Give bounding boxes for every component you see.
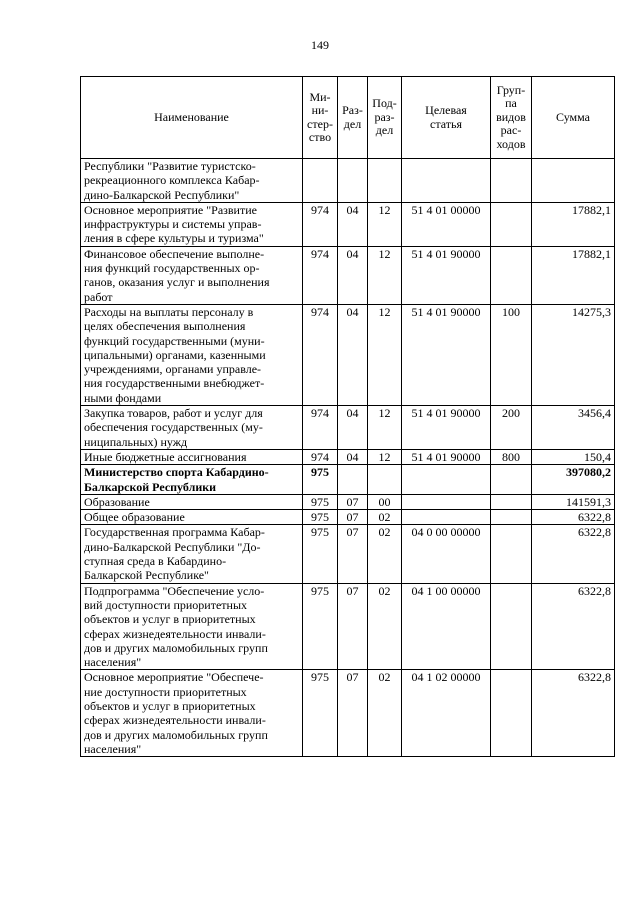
name-cell: Основное мероприятие "Развитие инфраструктуры и системы управ- ления в сфере культуры и туризма": [81, 202, 303, 246]
header-target: Целевая статья: [402, 77, 491, 159]
target-cell: [402, 465, 491, 495]
target-cell: 51 4 01 90000: [402, 449, 491, 464]
amount-cell: 150,4: [532, 449, 615, 464]
name-cell: Иные бюджетные ассигнования: [81, 449, 303, 464]
amount-cell: 6322,8: [532, 510, 615, 525]
group-cell: [491, 670, 532, 757]
amount-cell: 6322,8: [532, 670, 615, 757]
group-cell: [491, 202, 532, 246]
target-cell: [402, 494, 491, 509]
section-cell: 04: [338, 304, 368, 405]
ministry-cell: 975: [303, 670, 338, 757]
name-cell: Подпрограмма "Обеспечение усло- вий доступности приоритетных объектов и услуг в приоритетных сферах жизнедеятельности инвали- дов и других маломобильных групп населения": [81, 583, 303, 670]
amount-cell: 6322,8: [532, 525, 615, 583]
target-cell: 51 4 01 90000: [402, 406, 491, 450]
group-cell: [491, 159, 532, 203]
group-cell: [491, 494, 532, 509]
table-row: [81, 202, 615, 246]
name-cell: Расходы на выплаты персоналу в целях обеспечения выполнения функций государственными (муни- ципальными) органами, казенными учреждениями, органами управле- ния государственными внебюджет- ными фондами: [81, 304, 303, 405]
amount-cell: 141591,3: [532, 494, 615, 509]
target-cell: [402, 510, 491, 525]
table-row: [81, 494, 615, 509]
table-row: [81, 406, 615, 450]
table-row: [81, 510, 615, 525]
header-amount: Сумма: [532, 77, 615, 159]
amount-cell: 6322,8: [532, 583, 615, 670]
subsection-cell: 02: [368, 525, 402, 583]
name-cell: Закупка товаров, работ и услуг для обеспечения государственных (му- ниципальных) нужд: [81, 406, 303, 450]
ministry-cell: 974: [303, 449, 338, 464]
ministry-cell: 975: [303, 583, 338, 670]
group-cell: 800: [491, 449, 532, 464]
group-cell: [491, 510, 532, 525]
section-cell: 07: [338, 670, 368, 757]
amount-cell: [532, 159, 615, 203]
subsection-cell: 00: [368, 494, 402, 509]
target-cell: 51 4 01 00000: [402, 202, 491, 246]
header-group: Груп- па видов рас- ходов: [491, 77, 532, 159]
section-cell: [338, 159, 368, 203]
section-cell: 04: [338, 406, 368, 450]
ministry-cell: 975: [303, 510, 338, 525]
table-row: [81, 525, 615, 583]
section-cell: 07: [338, 510, 368, 525]
subsection-cell: 12: [368, 449, 402, 464]
ministry-cell: 975: [303, 465, 338, 495]
header-name: Наименование: [81, 77, 303, 159]
page-number: 149: [311, 38, 329, 52]
header-ministry: Ми- ни- стер- ство: [303, 77, 338, 159]
target-cell: 04 1 00 00000: [402, 583, 491, 670]
header-section: Раз- дел: [338, 77, 368, 159]
group-cell: [491, 525, 532, 583]
group-cell: [491, 583, 532, 670]
subsection-cell: 12: [368, 304, 402, 405]
header-subsection: Под- раз- дел: [368, 77, 402, 159]
section-cell: 07: [338, 494, 368, 509]
amount-cell: 397080,2: [532, 465, 615, 495]
target-cell: 04 1 02 00000: [402, 670, 491, 757]
target-cell: 04 0 00 00000: [402, 525, 491, 583]
ministry-cell: 974: [303, 202, 338, 246]
subsection-cell: 02: [368, 670, 402, 757]
header-row: [81, 77, 615, 159]
subsection-cell: 12: [368, 406, 402, 450]
table-header: [81, 77, 615, 159]
name-cell: Государственная программа Кабар- дино-Балкарской Республики "До- ступная среда в Кабардино- Балкарской Республике": [81, 525, 303, 583]
target-cell: 51 4 01 90000: [402, 304, 491, 405]
table-row: [81, 246, 615, 304]
group-cell: 100: [491, 304, 532, 405]
ministry-cell: 974: [303, 246, 338, 304]
section-cell: 04: [338, 246, 368, 304]
subsection-cell: 02: [368, 510, 402, 525]
name-cell: Министерство спорта Кабардино- Балкарской Республики: [81, 465, 303, 495]
group-cell: 200: [491, 406, 532, 450]
subsection-cell: 12: [368, 202, 402, 246]
table-row: [81, 583, 615, 670]
name-cell: Основное мероприятие "Обеспече- ние доступности приоритетных объектов и услуг в приоритетных сферах жизнедеятельности инвали- дов и других маломобильных групп населения": [81, 670, 303, 757]
group-cell: [491, 465, 532, 495]
section-cell: 07: [338, 525, 368, 583]
name-cell: Общее образование: [81, 510, 303, 525]
ministry-cell: 975: [303, 525, 338, 583]
table-row: [81, 304, 615, 405]
name-cell: Финансовое обеспечение выполне- ния функций государственных ор- ганов, оказания услуг и выполнения работ: [81, 246, 303, 304]
ministry-cell: [303, 159, 338, 203]
subsection-cell: [368, 159, 402, 203]
target-cell: 51 4 01 90000: [402, 246, 491, 304]
subsection-cell: [368, 465, 402, 495]
name-cell: Республики "Развитие туристско- рекреационного комплекса Кабар- дино-Балкарской Республики": [81, 159, 303, 203]
amount-cell: 17882,1: [532, 246, 615, 304]
section-cell: 04: [338, 449, 368, 464]
amount-cell: 14275,3: [532, 304, 615, 405]
ministry-cell: 974: [303, 304, 338, 405]
amount-cell: 17882,1: [532, 202, 615, 246]
table-row: [81, 670, 615, 757]
budget-table: [80, 76, 615, 757]
name-cell: Образование: [81, 494, 303, 509]
ministry-cell: 975: [303, 494, 338, 509]
table-row: [81, 159, 615, 203]
section-cell: [338, 465, 368, 495]
group-cell: [491, 246, 532, 304]
section-cell: 07: [338, 583, 368, 670]
amount-cell: 3456,4: [532, 406, 615, 450]
ministry-cell: 974: [303, 406, 338, 450]
table-body: [81, 159, 615, 757]
target-cell: [402, 159, 491, 203]
section-cell: 04: [338, 202, 368, 246]
subsection-cell: 02: [368, 583, 402, 670]
table-row: [81, 449, 615, 464]
table-row: [81, 465, 615, 495]
subsection-cell: 12: [368, 246, 402, 304]
